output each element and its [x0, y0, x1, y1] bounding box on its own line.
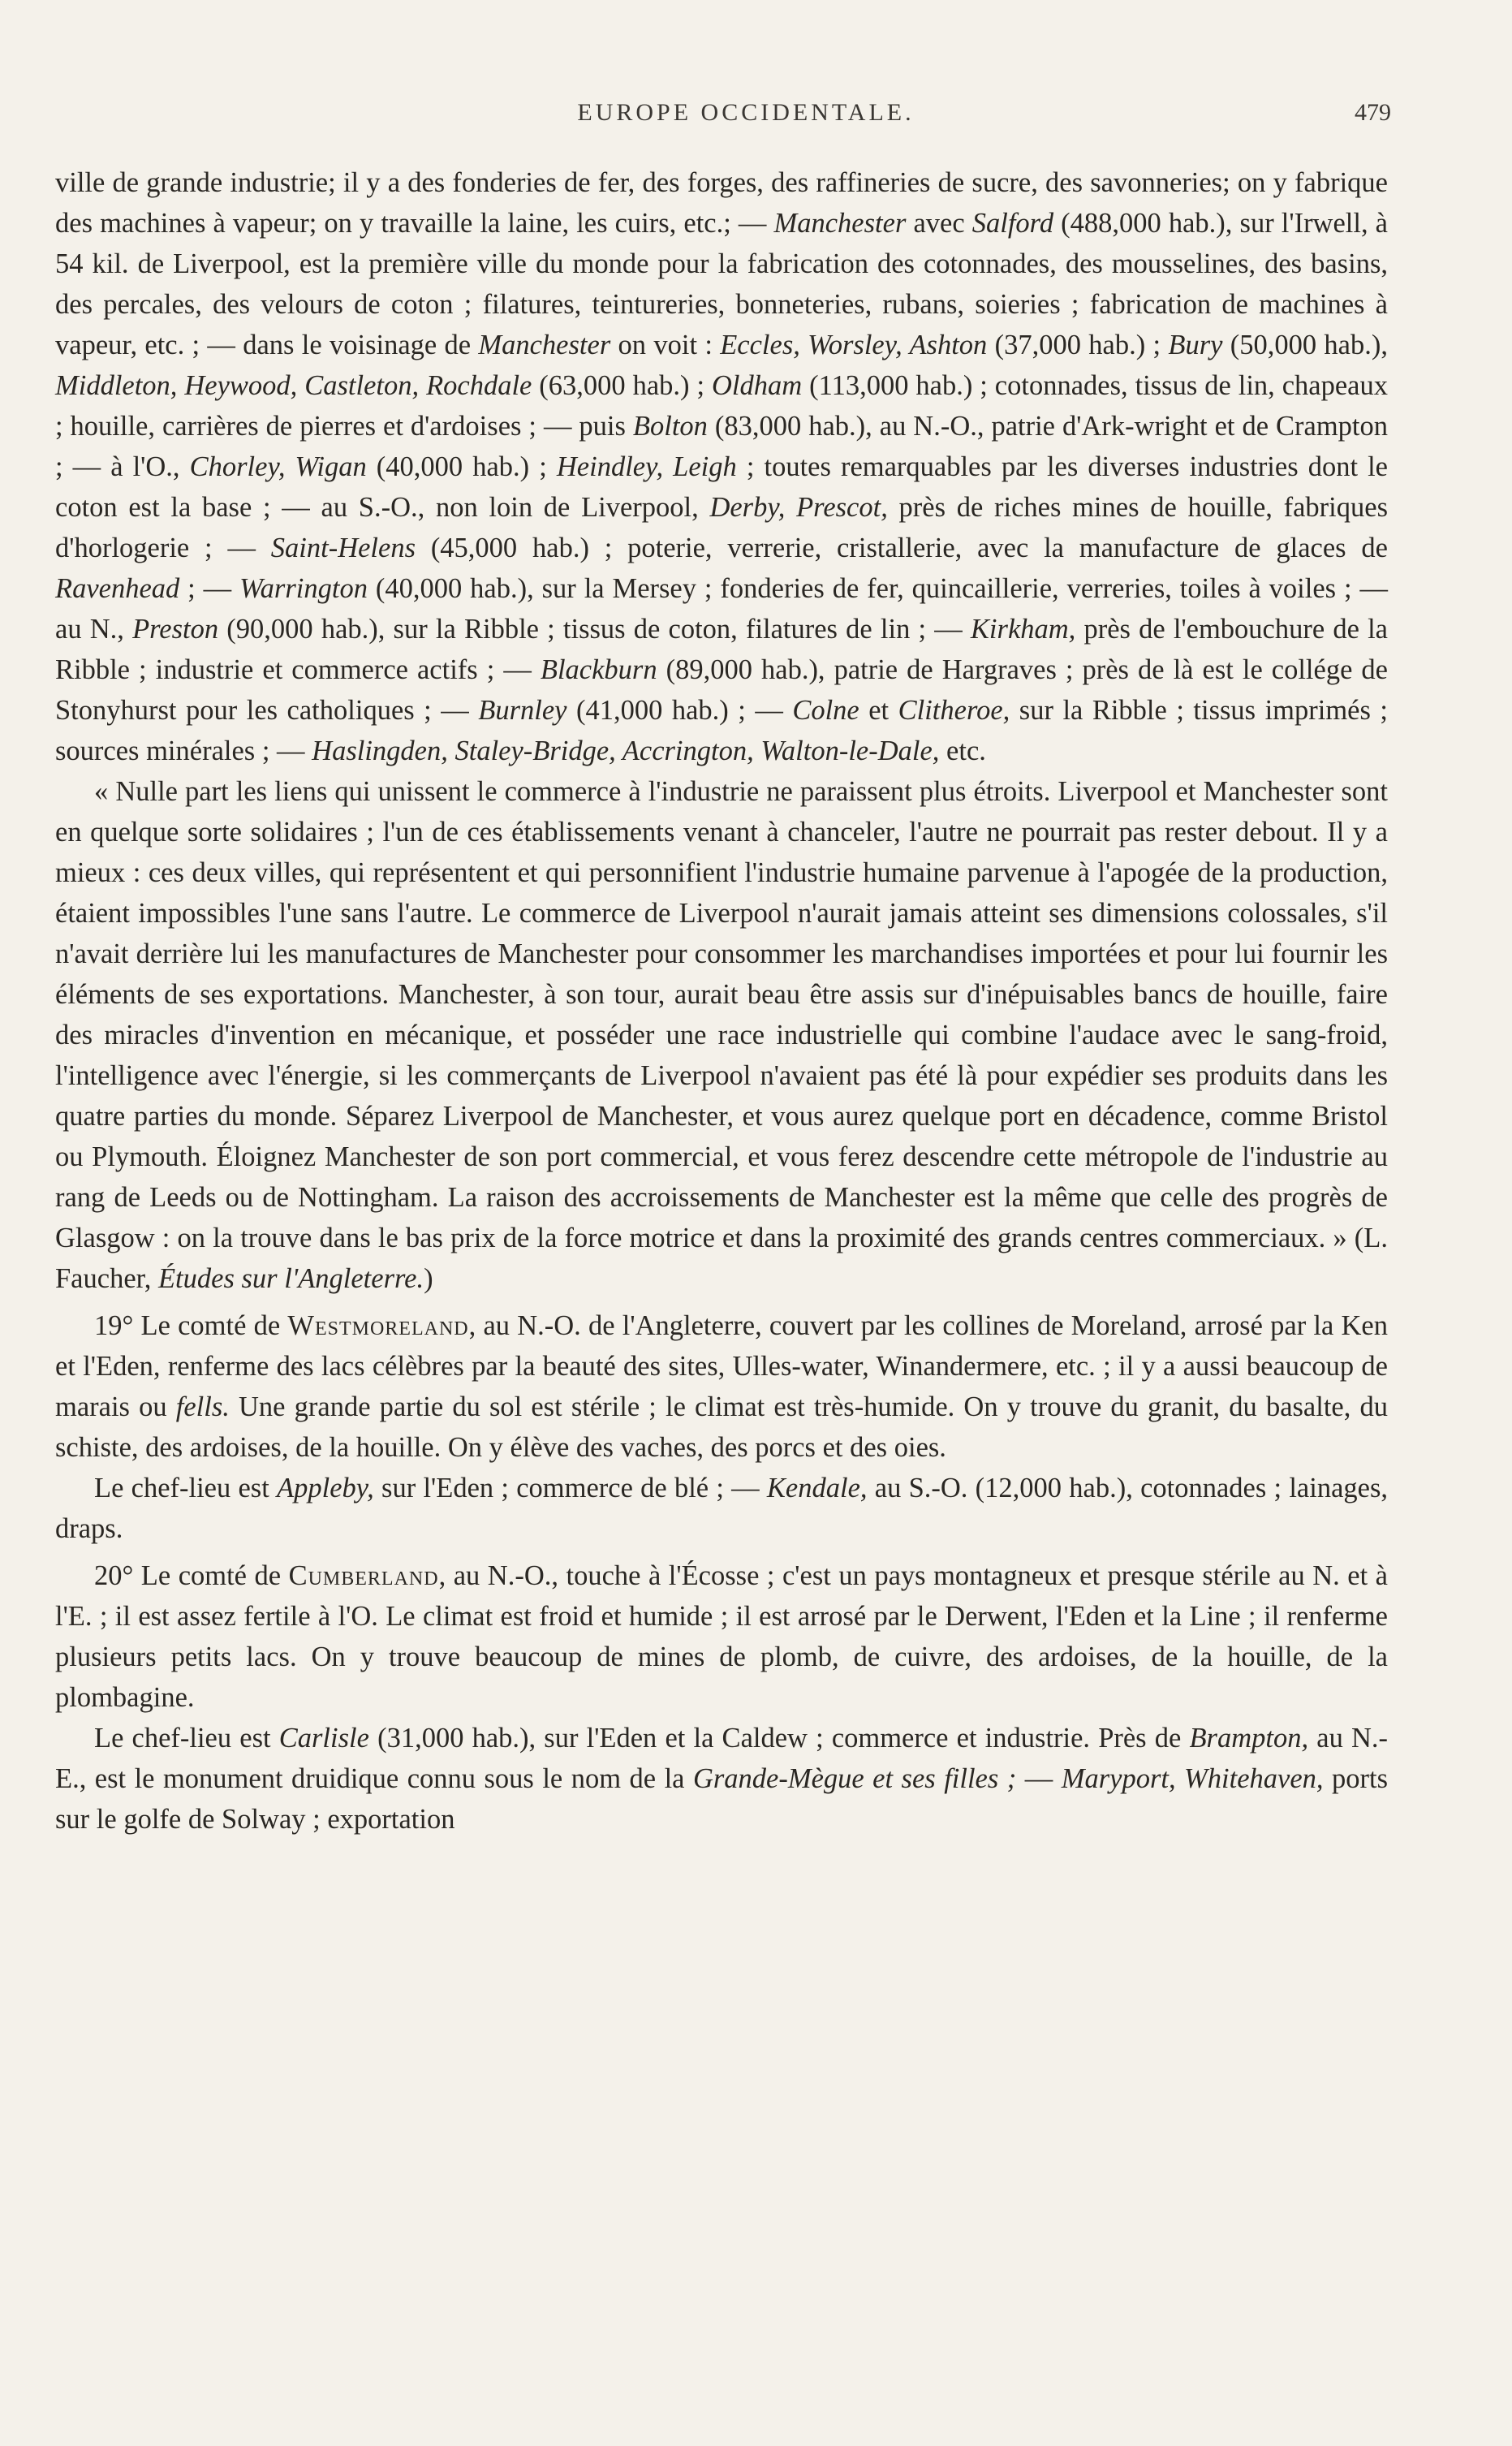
place-name: Clitheroe,	[898, 695, 1010, 726]
running-title: EUROPE OCCIDENTALE.	[577, 99, 915, 126]
place-name: Bolton	[632, 411, 708, 442]
term: fells.	[175, 1391, 230, 1422]
place-name: Maryport, Whitehaven,	[1061, 1763, 1324, 1794]
place-name: Appleby,	[277, 1473, 374, 1503]
place-name: Ravenhead	[55, 573, 180, 604]
place-name: Burnley	[478, 695, 567, 726]
place-name: Manchester	[478, 330, 611, 360]
place-name: Kirkham,	[970, 614, 1076, 645]
place-name: Haslingden, Staley-Bridge, Accrington, Walton-le-Dale,	[312, 736, 940, 766]
place-name: Warrington	[239, 573, 368, 604]
paragraph-cumberland: 20° Le comté de Cumberland, au N.-O., touche à l'Écosse ; c'est un pays montagneux et presque stérile au N. et à l'E. ; il est assez fertile à l'O. Le climat est froid et humide ; il est arrosé par le Derwent, l'Eden et la Line ; il renferme plusieurs petits lacs. On y trouve beaucoup de mines de plomb, de cuivre, des ardoises, de la houille, de la plombagine.	[55, 1560, 1388, 1713]
county-name: Cumberland	[288, 1560, 439, 1591]
place-name: Preston	[132, 614, 219, 645]
page-number: 479	[1355, 99, 1391, 126]
place-name: Oldham	[712, 370, 803, 401]
place-name: Chorley, Wigan	[189, 451, 367, 482]
place-name: Heindley, Leigh	[556, 451, 737, 482]
paragraph-westmoreland: 19° Le comté de Westmoreland, au N.-O. de l'Angleterre, couvert par les collines de Moreland, arrosé par la Ken et l'Eden, renferme des lacs célèbres par la beauté des sites, Ulles-water, Winandermere, etc. ; il y a aussi beaucoup de marais ou fells. Une grande partie du sol est stérile ; le climat est très-humide. On y trouve du granit, du basalte, du schiste, des ardoises, de la houille. On y élève des vaches, des porcs et des oies.	[55, 1310, 1388, 1463]
place-name: Middleton, Heywood, Castleton, Rochdale	[55, 370, 532, 401]
place-name: Manchester	[773, 208, 907, 239]
monument-name: Grande-Mègue et ses filles ;	[692, 1763, 1017, 1794]
paragraph-lancashire-towns: ville de grande industrie; il y a des fonderies de fer, des forges, des raffineries de sucre, des savonneries; on y fabrique des machines à vapeur; on y travaille la laine, les cuirs, etc.; — Manchester avec Salford (488,000 hab.), sur l'Irwell, à 54 kil. de Liverpool, est la première ville du monde pour la fabrication des cotonnades, des mousselines, des basins, des percales, des velours de coton ; filatures, teintureries, bonneteries, rubans, soieries ; fabrication de machines à vapeur, etc. ; — dans le voisinage de Manchester on voit : Eccles, Worsley, Ashton (37,000 hab.) ; Bury (50,000 hab.), Middleton, Heywood, Castleton, Rochdale (63,000 hab.) ; Oldham (113,000 hab.) ; cotonnades, tissus de lin, chapeaux ; houille, carrières de pierres et d'ardoises ; — puis Bolton (83,000 hab.), au N.-O., patrie d'Ark-wright et de Crampton ; — à l'O., Chorley, Wigan (40,000 hab.) ; Heindley, Leigh ; toutes remarquables par les diverses industries dont le coton est la base ; — au S.-O., non loin de Liverpool, Derby, Prescot, près de riches mines de houille, fabriques d'horlogerie ; — Saint-Helens (45,000 hab.) ; poterie, verrerie, cristallerie, avec la manufacture de glaces de Ravenhead ; — Warrington (40,000 hab.), sur la Mersey ; fonderies de fer, quincaillerie, verreries, toiles à voiles ; — au N., Preston (90,000 hab.), sur la Ribble ; tissus de coton, filatures de lin ; — Kirkham, près de l'embouchure de la Ribble ; industrie et commerce actifs ; — Blackburn (89,000 hab.), patrie de Hargraves ; près de là est le collége de Stonyhurst pour les catholiques ; — Burnley (41,000 hab.) ; — Colne et Clitheroe, sur la Ribble ; tissus imprimés ; sources minérales ; — Haslingden, Staley-Bridge, Accrington, Walton-le-Dale, etc.	[55, 167, 1389, 766]
paragraph-faucher-quote: « Nulle part les liens qui unissent le commerce à l'industrie ne paraissent plus étroits. Liverpool et Manchester sont en quelque sorte solidaires ; l'un de ces établissements venant à chanceler, l'autre ne pourrait pas rester debout. Il y a mieux : ces deux villes, qui représentent et qui personnifient l'industrie humaine parvenue à l'apogée de la production, étaient impossibles l'une sans l'autre. Le commerce de Liverpool n'aurait jamais atteint ses dimensions colossales, s'il n'avait derrière lui les manufactures de Manchester pour consommer les marchandises importées et pour lui fournir les éléments de ses exportations. Manchester, à son tour, aurait beau être assis sur d'inépuisables bancs de houille, faire des miracles d'invention en mécanique, et posséder une race industrielle qui combine l'audace avec le sang-froid, l'intelligence avec l'énergie, si les commerçants de Liverpool n'avaient pas été là pour expédier ses produits dans les quatre parties du monde. Séparez Liverpool de Manchester, et vous aurez quelque port en décadence, comme Bristol ou Plymouth. Éloignez Manchester de son port commercial, et vous ferez descendre cette métropole de l'industrie au rang de Leeds ou de Nottingham. La raison des accroissements de Manchester est la même que celle des progrès de Glasgow : on la trouve dans le bas prix de la force motrice et dans la proximité des grands centres commerciaux. » (L. Faucher, Études sur l'Angleterre.)	[55, 776, 1388, 1294]
place-name: Bury	[1168, 330, 1223, 360]
body-text	[55, 162, 1388, 1840]
place-name: Brampton,	[1189, 1723, 1309, 1754]
place-name: Blackburn	[540, 654, 657, 685]
county-name: Westmoreland	[287, 1310, 469, 1341]
place-name: Eccles, Worsley, Ashton	[720, 330, 988, 360]
paragraph-appleby: Le chef-lieu est Appleby, sur l'Eden ; commerce de blé ; — Kendale, au S.-O. (12,000 hab.), cotonnades ; lainages, draps.	[55, 1473, 1389, 1544]
place-name: Derby, Prescot,	[709, 492, 888, 523]
place-name: Salford	[971, 208, 1054, 239]
running-head	[101, 99, 1391, 132]
place-name: Kendale,	[766, 1473, 868, 1503]
citation-title: Études sur l'Angleterre.	[157, 1263, 424, 1294]
place-name: Colne	[792, 695, 859, 726]
place-name: Carlisle	[278, 1723, 369, 1754]
place-name: Saint-Helens	[270, 533, 416, 563]
paragraph-carlisle: Le chef-lieu est Carlisle (31,000 hab.), sur l'Eden et la Caldew ; commerce et industrie. Près de Brampton, au N.-E., est le monument druidique connu sous le nom de la Grande-Mègue et ses filles ; — Maryport, Whitehaven, ports sur le golfe de Solway ; exportation	[55, 1723, 1389, 1835]
